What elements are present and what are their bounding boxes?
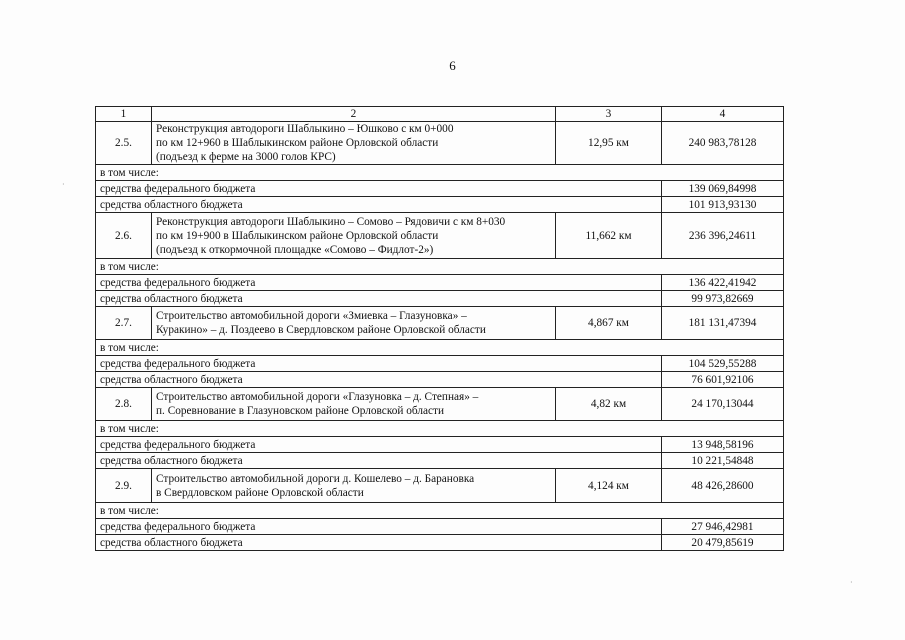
including-label: в том числе: <box>96 165 784 181</box>
table-row <box>96 388 784 421</box>
item-distance: 11,662 км <box>556 213 662 259</box>
federal-budget-row <box>96 519 784 535</box>
regional-budget-row <box>96 453 784 469</box>
description-line: (подъезд к откормочной площадке «Сомово – Фидлот-2») <box>156 243 434 256</box>
item-distance: 4,124 км <box>556 469 662 503</box>
federal-budget-row <box>96 437 784 453</box>
header-cell: 1 <box>96 107 152 122</box>
regional-budget-amount: 76 601,92106 <box>662 372 784 388</box>
subtotal-label-row <box>96 503 784 519</box>
federal-budget-amount: 27 946,42981 <box>662 519 784 535</box>
item-amount: 48 426,28600 <box>662 469 784 503</box>
item-amount: 24 170,13044 <box>662 388 784 421</box>
description-line: Строительство автомобильной дороги «Глазуновка – д. Степная» – <box>156 391 479 403</box>
regional-budget-label: средства областного бюджета <box>96 453 662 469</box>
table-row <box>96 469 784 503</box>
item-distance: 12,95 км <box>556 122 662 165</box>
including-label: в том числе: <box>96 259 784 275</box>
item-number: 2.5. <box>96 122 152 165</box>
federal-budget-row <box>96 275 784 291</box>
description-line: п. Соревнование в Глазуновском районе Орловской области <box>156 405 445 417</box>
regional-budget-amount: 101 913,93130 <box>662 197 784 213</box>
table-body <box>96 107 784 551</box>
federal-budget-label: средства федерального бюджета <box>96 437 662 453</box>
regional-budget-amount: 99 973,82669 <box>662 291 784 307</box>
federal-budget-row <box>96 181 784 197</box>
federal-budget-label: средства федерального бюджета <box>96 519 662 535</box>
regional-budget-row <box>96 535 784 551</box>
federal-budget-label: средства федерального бюджета <box>96 275 662 291</box>
item-description <box>152 213 556 259</box>
federal-budget-amount: 104 529,55288 <box>662 356 784 372</box>
item-description <box>152 122 556 165</box>
item-number: 2.8. <box>96 388 152 421</box>
item-amount: 181 131,47394 <box>662 307 784 340</box>
header-cell: 2 <box>152 107 556 122</box>
regional-budget-row <box>96 197 784 213</box>
federal-budget-amount: 13 948,58196 <box>662 437 784 453</box>
including-label: в том числе: <box>96 503 784 519</box>
item-description <box>152 307 556 340</box>
description-line: Реконструкция автодороги Шаблыкино – Сомово – Рядовичи с км 8+030 <box>156 215 506 228</box>
regional-budget-label: средства областного бюджета <box>96 372 662 388</box>
description-line: в Свердловском районе Орловской области <box>156 486 364 499</box>
table-row <box>96 122 784 165</box>
header-cell: 3 <box>556 107 662 122</box>
item-distance: 4,867 км <box>556 307 662 340</box>
page-number: 6 <box>449 58 456 73</box>
federal-budget-amount: 136 422,41942 <box>662 275 784 291</box>
item-number: 2.6. <box>96 213 152 259</box>
scan-speck: · <box>62 180 65 189</box>
description-line: (подъезд к ферме на 3000 голов КРС) <box>156 151 336 163</box>
regional-budget-row <box>96 372 784 388</box>
subtotal-label-row <box>96 165 784 181</box>
description-line: Куракино» – д. Поздеево в Свердловском районе Орловской области <box>156 324 486 336</box>
scan-speck: · <box>850 578 853 587</box>
regional-budget-row <box>96 291 784 307</box>
budget-table <box>95 106 784 551</box>
item-distance: 4,82 км <box>556 388 662 421</box>
subtotal-label-row <box>96 340 784 356</box>
item-number: 2.9. <box>96 469 152 503</box>
regional-budget-label: средства областного бюджета <box>96 291 662 307</box>
federal-budget-amount: 139 069,84998 <box>662 181 784 197</box>
description-line: Реконструкция автодороги Шаблыкино – Юшково с км 0+000 <box>156 123 454 135</box>
header-cell: 4 <box>662 107 784 122</box>
subtotal-label-row <box>96 421 784 437</box>
description-line: по км 19+900 в Шаблыкинском районе Орловской области <box>156 229 439 242</box>
including-label: в том числе: <box>96 421 784 437</box>
table-row <box>96 213 784 259</box>
regional-budget-amount: 20 479,85619 <box>662 535 784 551</box>
regional-budget-label: средства областного бюджета <box>96 197 662 213</box>
item-description <box>152 469 556 503</box>
item-amount: 240 983,78128 <box>662 122 784 165</box>
item-amount: 236 396,24611 <box>662 213 784 259</box>
item-description <box>152 388 556 421</box>
subtotal-label-row <box>96 259 784 275</box>
description-line: по км 12+960 в Шаблыкинском районе Орловской области <box>156 137 439 149</box>
federal-budget-label: средства федерального бюджета <box>96 356 662 372</box>
description-line: Строительство автомобильной дороги «Змиевка – Глазуновка» – <box>156 310 467 322</box>
table-row <box>96 307 784 340</box>
including-label: в том числе: <box>96 340 784 356</box>
federal-budget-label: средства федерального бюджета <box>96 181 662 197</box>
regional-budget-label: средства областного бюджета <box>96 535 662 551</box>
item-number: 2.7. <box>96 307 152 340</box>
table-header-row <box>96 107 784 122</box>
description-line: Строительство автомобильной дороги д. Кошелево – д. Барановка <box>156 472 475 485</box>
federal-budget-row <box>96 356 784 372</box>
regional-budget-amount: 10 221,54848 <box>662 453 784 469</box>
